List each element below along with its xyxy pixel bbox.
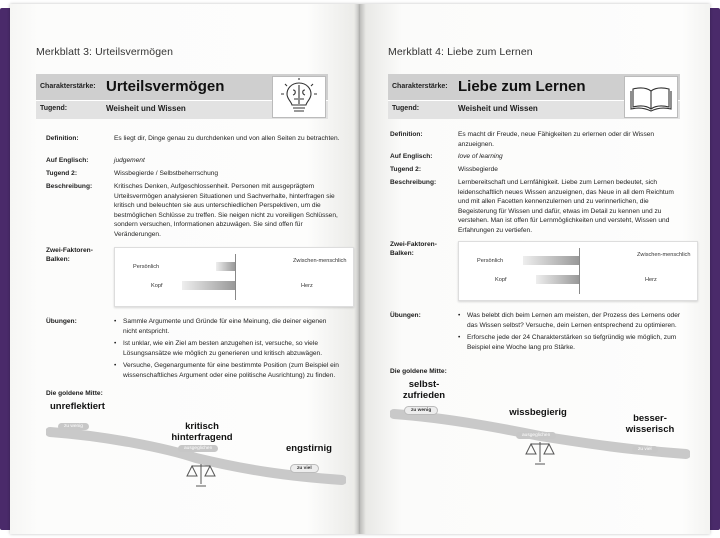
strength-name: Urteilsvermögen xyxy=(106,78,225,95)
balken-label: Zwei-Faktoren-Balken: xyxy=(390,241,437,257)
definition-text: Es liegt dir, Dinge genau zu durchdenken und von allen Seiten zu betrachten. xyxy=(114,135,340,142)
exercises-label: Übungen: xyxy=(46,318,77,325)
strength-header xyxy=(388,74,680,119)
exercise-item: • Ist unklar, wie ein Ziel am besten anzugehen ist, versuche, so viele Lösungsansätze wie möglich zu generieren und kritisch abzuwägen. xyxy=(114,339,340,358)
bar-top xyxy=(216,262,235,271)
description-label: Beschreibung: xyxy=(390,179,437,186)
english-label: Auf Englisch: xyxy=(46,157,89,164)
golden-mean-low-pill: zu wenig xyxy=(58,423,89,430)
virtue-label: Tugend: xyxy=(40,105,68,112)
virtue2-label: Tugend 2: xyxy=(46,170,78,177)
definition-label: Definition: xyxy=(46,135,79,142)
exercise-item: • Sammle Argumente und Gründe für eine Meinung, die deiner eigenen nicht entspricht. xyxy=(114,317,340,336)
golden-mean-low-word: selbst-zufrieden xyxy=(402,379,446,401)
virtue2-label: Tugend 2: xyxy=(390,166,422,173)
strength-name: Liebe zum Lernen xyxy=(458,78,586,95)
bar-right-bottom-label: Herz xyxy=(301,283,313,289)
open-book-icon xyxy=(624,76,678,118)
golden-mean-mid-pill: ausgeglichen xyxy=(178,445,218,452)
balken-label: Zwei-Faktoren-Balken: xyxy=(46,247,93,263)
bar-left-top-label: Persönlich xyxy=(133,264,160,270)
english-text: love of learning xyxy=(458,153,503,160)
bar-right-top-label: Zwischen-menschlich xyxy=(637,252,691,258)
virtue-name: Weisheit und Wissen xyxy=(106,104,186,113)
description-label: Beschreibung: xyxy=(46,183,93,190)
golden-mean-mid-pill: ausgeglichen xyxy=(516,432,556,439)
exercise-item: • Versuche, Gegenargumente für eine bestimmte Position (zum Beispiel ein wissenschaftliches Argument oder eine politische Ausrichtung) zu finden. xyxy=(114,361,340,380)
virtue2-text: Wissbegierde / Selbstbeherrschung xyxy=(114,170,219,177)
sheet-title: Merkblatt 4: Liebe zum Lernen xyxy=(388,46,533,58)
bar-left-bottom-label: Kopf xyxy=(495,277,507,283)
strength-label: Charakterstärke: xyxy=(40,83,96,90)
lightbulb-brain-icon xyxy=(272,76,326,118)
two-factor-bar-chart xyxy=(458,241,698,301)
exercises-list xyxy=(458,311,684,355)
virtue-label: Tugend: xyxy=(392,105,420,112)
exercise-item: • Was belebt dich beim Lernen am meisten, der Prozess des Lernens oder das Wissen selbst? Versuche, dein Lernen entsprechend zu optimieren. xyxy=(458,311,684,330)
exercises-label: Übungen: xyxy=(390,312,421,319)
strength-label: Charakterstärke: xyxy=(392,83,448,90)
bar-right-bottom-label: Herz xyxy=(645,277,657,283)
golden-mean-high-pill: zu viel xyxy=(290,464,319,473)
golden-mean-low-pill: zu wenig xyxy=(404,406,438,415)
sheet-title: Merkblatt 3: Urteilsvermögen xyxy=(36,46,174,58)
bar-left-top-label: Persönlich xyxy=(477,258,504,264)
virtue-name: Weisheit und Wissen xyxy=(458,104,538,113)
strength-header xyxy=(36,74,328,119)
definition-label: Definition: xyxy=(390,131,423,138)
left-page xyxy=(10,4,360,534)
exercise-item: • Erforsche jede der 24 Charakterstärken so tiefgründig wie möglich, zum Beispiel eine Woche lang pro Stärke. xyxy=(458,333,684,352)
golden-mean-label: Die goldene Mitte: xyxy=(390,368,447,375)
book-gutter xyxy=(354,4,366,534)
golden-mean-mid-word: wissbegierig xyxy=(509,407,567,418)
two-factor-bar-chart xyxy=(114,247,354,307)
description-text: Kritisches Denken, Aufgeschlossenheit. Personen mit ausgeprägtem Urteilsvermögen analysieren Situationen und Sachverhalte, hinterfragen sie kritisch und beleuchten sie aus unterschiedlichen Perspektiven, um die bestmöglichen Schlüsse zu treffen. Sie neigen nicht zu voreiligen Schlüssen, sondern versuchen, Informationen abzuwägen. Sie sind offen für Veränderungen. xyxy=(114,183,338,238)
golden-mean-low-word: unreflektiert xyxy=(50,401,105,412)
virtue2-text: Wissbegierde xyxy=(458,166,498,173)
golden-mean-label: Die goldene Mitte: xyxy=(46,390,103,397)
bar-right-top-label: Zwischen-menschlich xyxy=(293,258,347,264)
golden-mean-high-pill: zu viel xyxy=(632,446,658,453)
golden-mean-high-word: besser-wisserisch xyxy=(625,413,675,435)
bar-bottom xyxy=(182,281,235,290)
english-text: judgement xyxy=(114,157,145,164)
definition-text: Es macht dir Freude, neue Fähigkeiten zu erlernen oder dir Wissen anzueignen. xyxy=(458,131,655,148)
bar-bottom xyxy=(536,275,579,284)
bar-top xyxy=(523,256,579,265)
golden-mean-high-word: engstirnig xyxy=(286,443,332,454)
right-page xyxy=(360,4,710,534)
bar-left-bottom-label: Kopf xyxy=(151,283,163,289)
english-label: Auf Englisch: xyxy=(390,153,433,160)
description-text: Lernbereitschaft und Lernfähigkeit. Liebe zum Lernen bedeutet, sich leidenschaftlich neues Wissen anzueignen, das Neue in all dem Reichtum und mit allen Facetten kennenzulernen und zu verinnerlichen, die Begeisterung für Wissen und dafür, etwas im Detail zu kennen und zu verstehen. Man ist offen für Lernmöglichkeiten und versteht, Wissen und Erfahrungen zu vertiefen. xyxy=(458,179,674,234)
golden-mean-mid-word: kritisch hinterfragend xyxy=(171,421,233,443)
golden-mean-seesaw xyxy=(46,414,346,494)
exercises-list xyxy=(114,317,340,384)
